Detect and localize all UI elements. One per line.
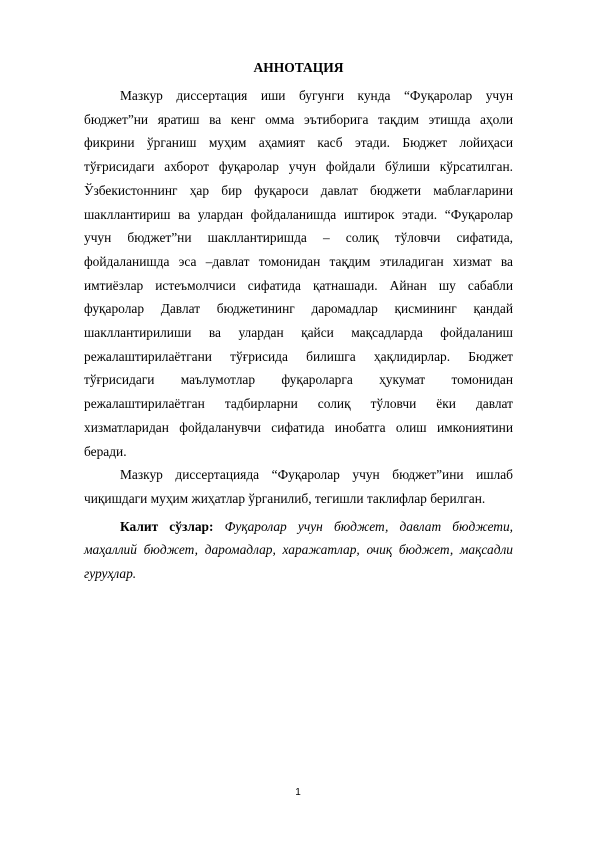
keywords-text: Фуқаролар учун бюджет, давлат бюджети, маҳаллий бюджет, даромадлар, харажатлар, очиқ бюджет, мақсадли гуруҳлар. xyxy=(84,518,513,582)
keywords-paragraph xyxy=(84,515,513,586)
page-number: 1 xyxy=(295,787,301,798)
document-title: АННОТАЦИЯ xyxy=(253,60,344,75)
keywords-label: Калит сўзлар: xyxy=(120,518,214,534)
document-page xyxy=(84,58,513,586)
abstract-paragraph-2: Мазкур диссертацияда “Фуқаролар учун бюджет”ини ишлаб чиқишдаги муҳим жиҳатлар ўрганилиб, тегишли таклифлар берилган. xyxy=(84,467,513,506)
abstract-paragraph-1: Мазкур диссертация иши бугунги кунда “Фуқаролар учун бюджет”ни яратиш ва кенг омма эътиборига тақдим этишда аҳоли фикрини ўрганиш муҳим аҳамият касб этади. Бюджет лойиҳаси тўғрисидаги ахборот фуқаролар учун фойдали бўлиши кўрсатилган. Ўзбекистоннинг ҳар бир фуқароси давлат бюджети маблағларини шакллантириш ва улардан фойдаланишда иштирок этади. “Фуқаролар учун бюджет”ни шакллантиришда – солиқ тўловчи сифатида, фойдаланишда эса –давлат томонидан тақдим этиладиган хизмат ва имтиёзлар истеъмолчиси сифатида қатнашади. Айнан шу сабабли фуқаролар Давлат бюджетининг даромадлар қисмининг қандай шакллантирилиши ва улардан қайси мақсадларда фойдаланиш режалаштирилаётгани тўғрисида билишга ҳақлидирлар. Бюджет тўғрисидаги маълумотлар фуқароларга ҳукумат томонидан режалаштирилаётган тадбирларни солиқ тўловчи ёки давлат хизматларидан фойдаланувчи сифатида инобатга олиш имкониятини беради. xyxy=(84,88,513,459)
